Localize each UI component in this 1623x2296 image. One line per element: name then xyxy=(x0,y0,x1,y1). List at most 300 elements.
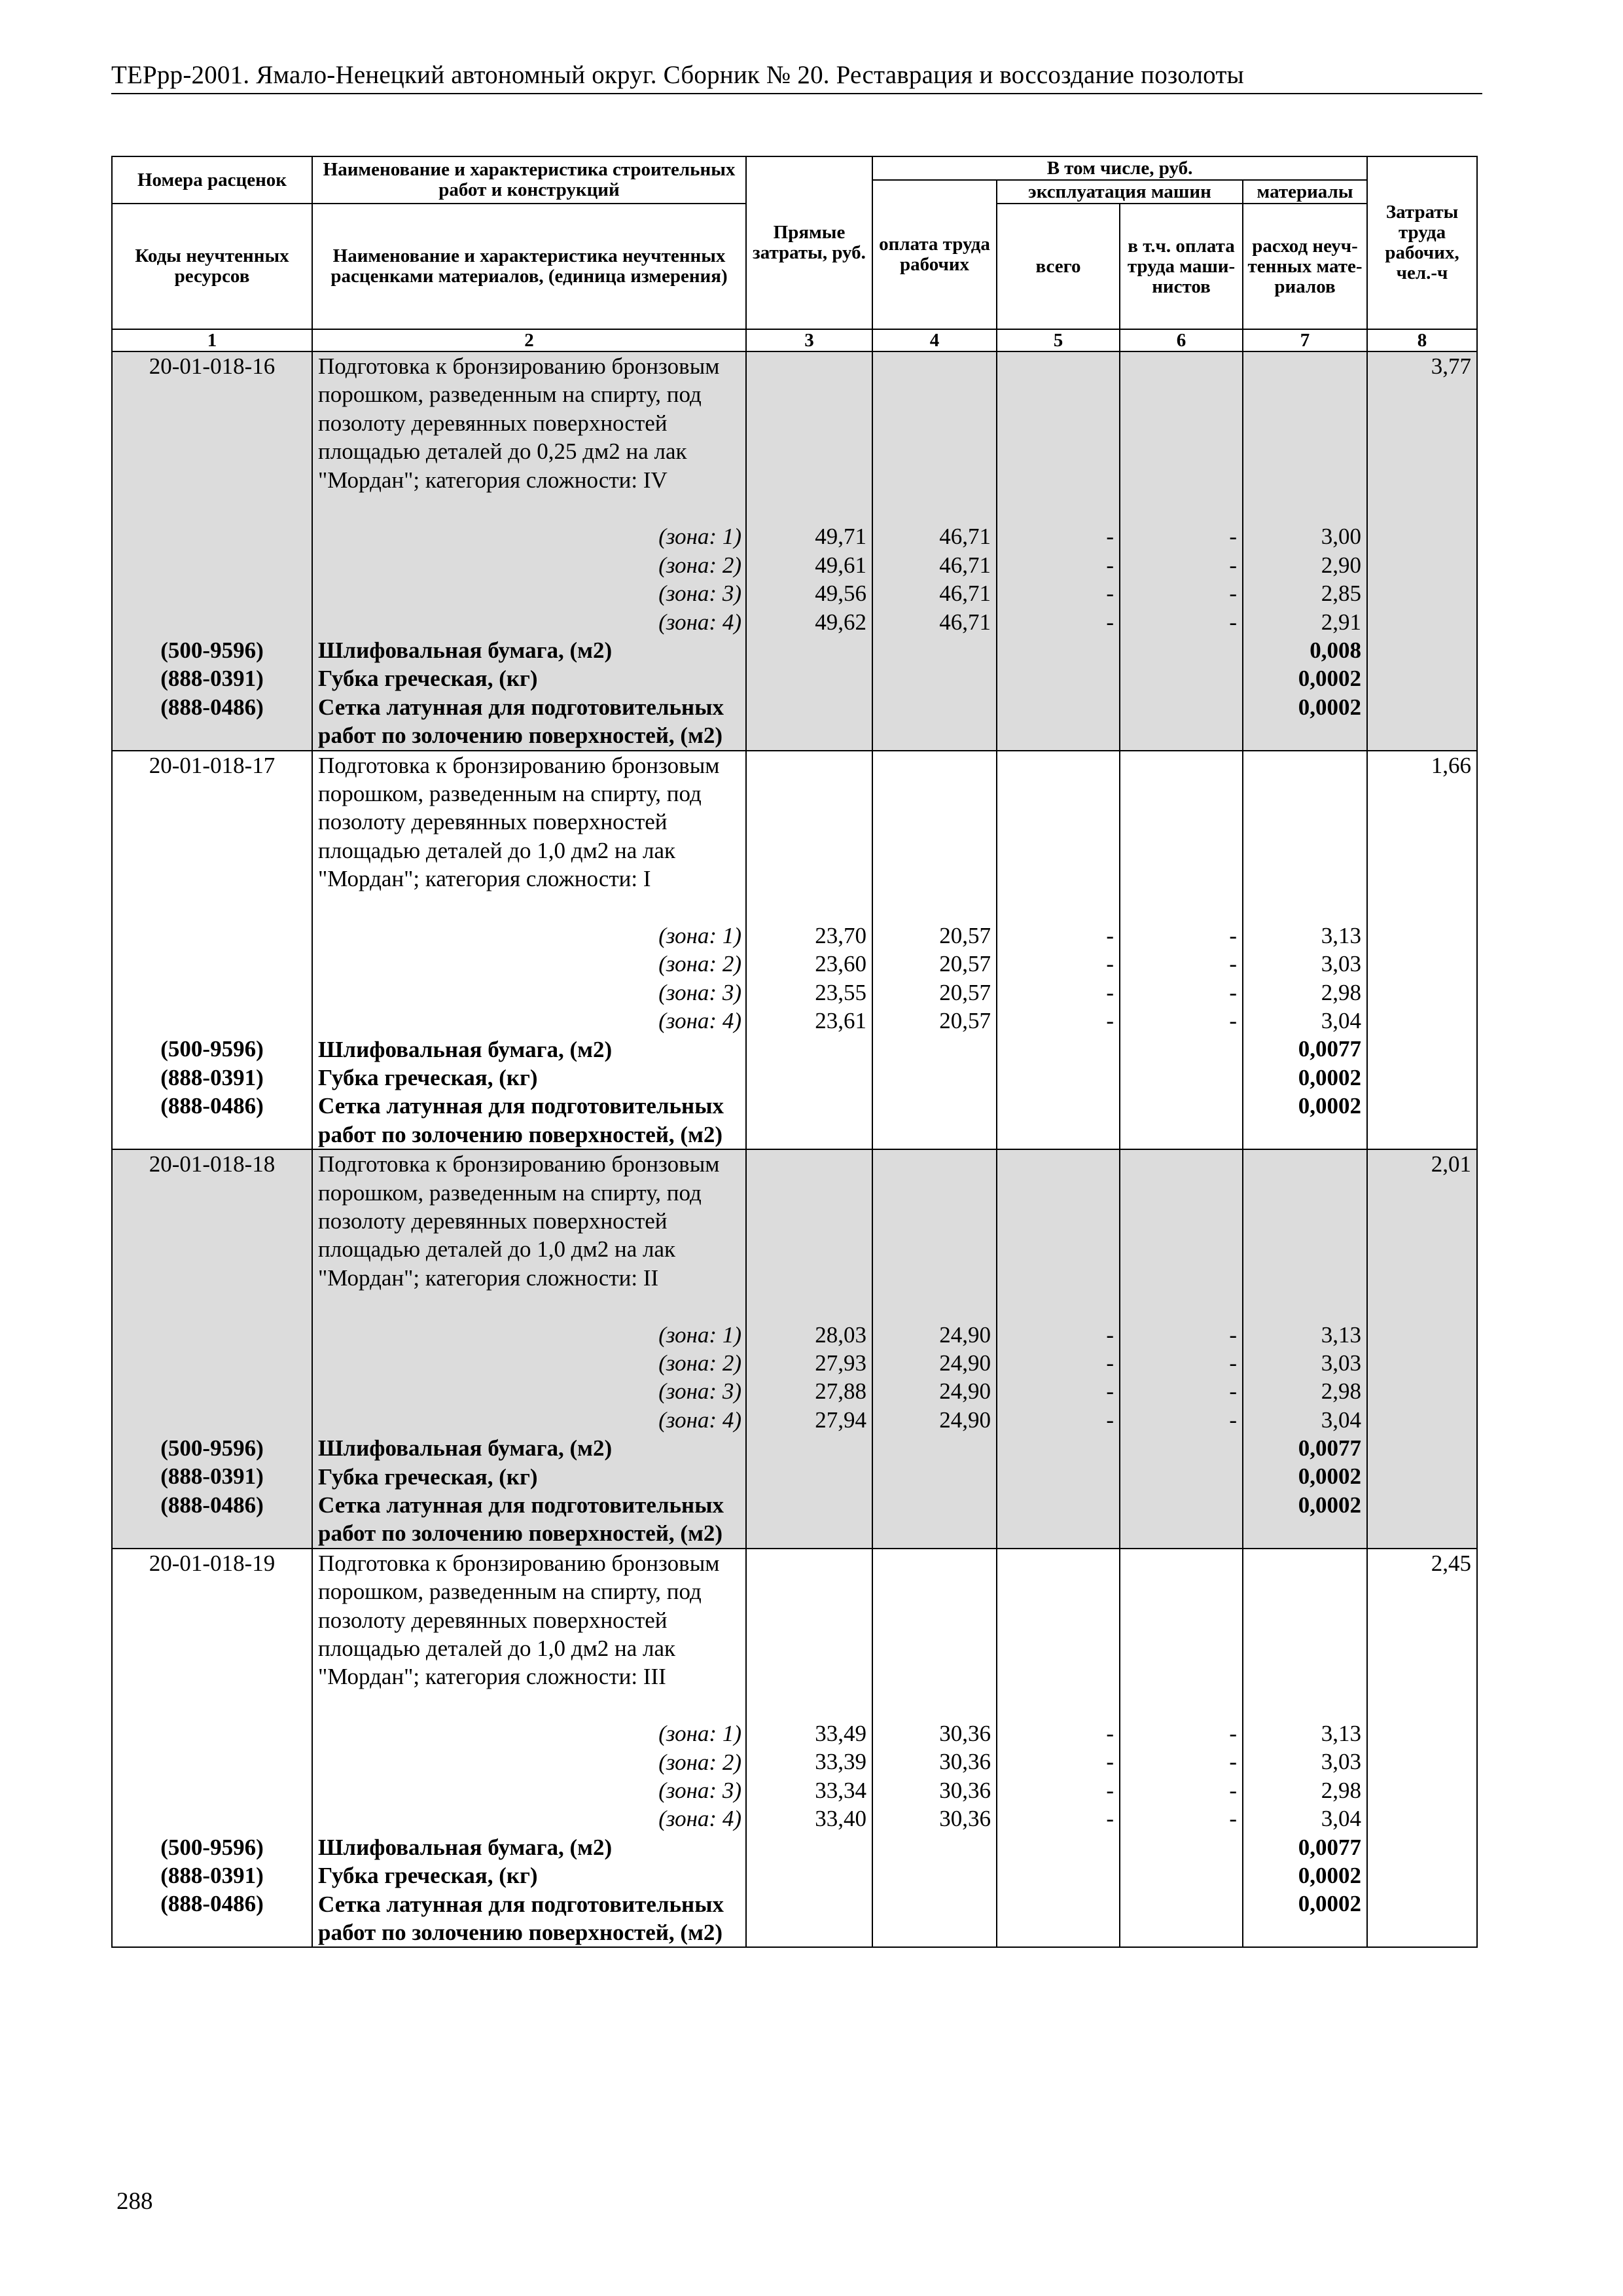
spacer xyxy=(1243,1662,1361,1691)
spacer xyxy=(1243,1179,1361,1207)
labor-hours-cell xyxy=(1367,351,1477,751)
machine-total-cell xyxy=(997,1549,1120,1948)
materials-cost: 2,98 xyxy=(1321,979,1362,1005)
machine-pay: - xyxy=(1229,979,1237,1005)
col-number: 7 xyxy=(1243,329,1367,351)
spacer xyxy=(1120,437,1237,465)
spacer xyxy=(113,1349,312,1377)
spacer xyxy=(1120,352,1237,380)
machine-pay: - xyxy=(1229,1407,1237,1433)
resource-qty: 0,0077 xyxy=(1298,1834,1362,1860)
spacer xyxy=(873,380,991,408)
materials-cost: 3,03 xyxy=(1321,951,1362,977)
resource-qty: 0,0077 xyxy=(1298,1435,1362,1462)
rate-code-cell xyxy=(112,751,312,1150)
spacer xyxy=(873,1577,991,1605)
spacer xyxy=(747,751,866,780)
spacer xyxy=(997,1634,1114,1662)
spacer xyxy=(113,1577,312,1605)
labor-pay: 24,90 xyxy=(939,1378,991,1405)
labor-pay-cell xyxy=(872,1149,997,1549)
spacer xyxy=(113,808,312,836)
resource-code: (500-9596) xyxy=(160,637,264,663)
rate-code: 20-01-018-16 xyxy=(149,353,276,379)
machine-total-cell xyxy=(997,751,1120,1150)
zone-label: (зона: 1) xyxy=(658,922,741,948)
zone-label: (зона: 2) xyxy=(658,552,741,578)
machine-pay-cell xyxy=(1120,1549,1243,1948)
spacer xyxy=(997,751,1114,780)
spacer xyxy=(747,1292,866,1320)
machine-total: - xyxy=(1106,581,1114,607)
resource-qty: 0,0002 xyxy=(1298,1891,1362,1917)
rate-code-cell xyxy=(112,351,312,751)
spacer xyxy=(113,1007,312,1035)
machine-total: - xyxy=(1106,1806,1114,1832)
machine-pay: - xyxy=(1229,1350,1237,1376)
labor-pay-cell xyxy=(872,751,997,1150)
spacer xyxy=(1120,1634,1237,1662)
spacer xyxy=(113,1406,312,1434)
materials-cost: 3,03 xyxy=(1321,1350,1362,1376)
labor-pay: 46,71 xyxy=(939,524,991,550)
spacer xyxy=(113,1264,312,1292)
labor-hours: 2,01 xyxy=(1431,1151,1472,1177)
spacer xyxy=(747,380,866,408)
machine-total: - xyxy=(1106,1749,1114,1775)
col1-bottom-header: Коды неучтенных ресурсов xyxy=(112,204,312,329)
resource-code: (888-0391) xyxy=(160,1064,264,1090)
spacer xyxy=(113,836,312,865)
col-number: 2 xyxy=(312,329,746,351)
labor-pay: 30,36 xyxy=(939,1749,991,1775)
resource-qty: 0,0077 xyxy=(1298,1036,1362,1062)
spacer xyxy=(747,437,866,465)
spacer xyxy=(113,579,312,607)
machine-total: - xyxy=(1106,1777,1114,1803)
col-number: 5 xyxy=(997,329,1120,351)
rate-description-cell xyxy=(312,751,746,1150)
machine-total: - xyxy=(1106,922,1114,948)
spacer xyxy=(1120,1264,1237,1292)
machine-pay: - xyxy=(1229,1008,1237,1034)
resource-name: Шлифовальная бумага, (м2) xyxy=(318,637,613,663)
machine-pay: - xyxy=(1229,1749,1237,1775)
machine-pay: - xyxy=(1229,1378,1237,1405)
col-number: 3 xyxy=(746,329,872,351)
machine-pay: - xyxy=(1229,581,1237,607)
spacer xyxy=(747,1264,866,1292)
labor-pay: 46,71 xyxy=(939,609,991,635)
col-number: 8 xyxy=(1367,329,1477,351)
spacer xyxy=(997,1235,1114,1263)
materials-cost: 3,13 xyxy=(1321,922,1362,948)
spacer xyxy=(113,608,312,636)
zone-label: (зона: 3) xyxy=(658,1378,741,1405)
spacer xyxy=(747,352,866,380)
materials-header: материалы xyxy=(1243,180,1367,204)
spacer xyxy=(1243,893,1361,922)
machine-total-cell xyxy=(997,1149,1120,1549)
spacer xyxy=(997,1662,1114,1691)
spacer xyxy=(1243,1634,1361,1662)
materials-cost: 3,04 xyxy=(1321,1008,1362,1034)
rate-description: Подготовка к бронзированию бронзовым порошком, разведенным на спирту, под позолоту деревянных поверхностей площадью деталей до 1,0 дм2 на лак "Мордан"; категория сложности: II xyxy=(318,1151,720,1291)
direct-cost: 49,62 xyxy=(815,609,866,635)
spacer xyxy=(747,1179,866,1207)
resource-name: Сетка латунная для подготовительных работ по золочению поверхностей, (м2) xyxy=(318,694,724,749)
zone-label: (зона: 4) xyxy=(658,1806,741,1832)
direct-cost: 27,94 xyxy=(815,1407,866,1433)
spacer xyxy=(747,1549,866,1577)
machine-total: - xyxy=(1106,951,1114,977)
spacer xyxy=(1120,1606,1237,1634)
spacer xyxy=(747,1634,866,1662)
spacer xyxy=(997,352,1114,380)
direct-cost: 33,40 xyxy=(815,1806,866,1832)
resource-name: Сетка латунная для подготовительных работ по золочению поверхностей, (м2) xyxy=(318,1093,724,1147)
spacer xyxy=(873,780,991,808)
spacer xyxy=(873,1634,991,1662)
col5-header: всего xyxy=(997,204,1120,329)
direct-cost-cell xyxy=(746,1549,872,1948)
spacer xyxy=(747,1662,866,1691)
spacer xyxy=(747,1235,866,1263)
rate-code-cell xyxy=(112,1549,312,1948)
zone-label: (зона: 4) xyxy=(658,1008,741,1034)
rate-description-cell xyxy=(312,351,746,751)
resource-name: Губка греческая, (кг) xyxy=(318,1463,538,1490)
direct-cost: 49,56 xyxy=(815,581,866,607)
rate-code: 20-01-018-17 xyxy=(149,752,276,778)
zone-label: (зона: 4) xyxy=(658,1407,741,1433)
spacer xyxy=(997,409,1114,437)
machines-header: эксплуатация машин xyxy=(997,180,1243,204)
resource-qty: 0,0002 xyxy=(1298,694,1362,720)
resource-name: Губка греческая, (кг) xyxy=(318,1863,538,1889)
resource-code: (500-9596) xyxy=(160,1036,264,1062)
direct-cost: 33,49 xyxy=(815,1721,866,1747)
spacer xyxy=(113,1235,312,1263)
spacer xyxy=(747,466,866,494)
spacer xyxy=(1120,808,1237,836)
resource-qty: 0,0002 xyxy=(1298,1463,1362,1490)
spacer xyxy=(113,1634,312,1662)
spacer xyxy=(997,780,1114,808)
spacer xyxy=(113,494,312,522)
spacer xyxy=(113,551,312,579)
spacer xyxy=(1243,865,1361,893)
spacer xyxy=(113,437,312,465)
spacer xyxy=(873,1606,991,1634)
zone-label: (зона: 3) xyxy=(658,581,741,607)
rate-description: Подготовка к бронзированию бронзовым порошком, разведенным на спирту, под позолоту деревянных поверхностей площадью деталей до 1,0 дм2 на лак "Мордан"; категория сложности: I xyxy=(318,752,720,892)
spacer xyxy=(1243,808,1361,836)
resource-code: (500-9596) xyxy=(160,1834,264,1860)
spacer xyxy=(1120,780,1237,808)
machine-total: - xyxy=(1106,979,1114,1005)
spacer xyxy=(113,1377,312,1405)
spacer xyxy=(1243,751,1361,780)
labor-hours-cell xyxy=(1367,1549,1477,1948)
spacer xyxy=(1243,466,1361,494)
spacer xyxy=(997,1207,1114,1235)
spacer xyxy=(873,1662,991,1691)
spacer xyxy=(1120,466,1237,494)
spacer xyxy=(1243,1606,1361,1634)
machine-total: - xyxy=(1106,609,1114,635)
spacer xyxy=(1243,380,1361,408)
col4-header: оплата труда рабочих xyxy=(872,180,997,329)
spacer xyxy=(997,1606,1114,1634)
direct-cost: 33,39 xyxy=(815,1749,866,1775)
spacer xyxy=(113,466,312,494)
spacer xyxy=(1243,780,1361,808)
spacer xyxy=(747,409,866,437)
spacer xyxy=(1243,409,1361,437)
spacer xyxy=(873,494,991,522)
direct-cost: 23,60 xyxy=(815,951,866,977)
spacer xyxy=(1243,437,1361,465)
materials-cost: 3,04 xyxy=(1321,1407,1362,1433)
labor-pay: 24,90 xyxy=(939,1321,991,1348)
machine-pay: - xyxy=(1229,1321,1237,1348)
materials-cost: 2,90 xyxy=(1321,552,1362,578)
rate-code-cell xyxy=(112,1149,312,1549)
materials-cost: 2,98 xyxy=(1321,1378,1362,1405)
spacer xyxy=(113,893,312,922)
resource-code: (888-0486) xyxy=(160,694,264,720)
spacer xyxy=(1120,865,1237,893)
labor-pay: 20,57 xyxy=(939,951,991,977)
materials-cost-cell xyxy=(1243,1549,1367,1948)
labor-pay: 46,71 xyxy=(939,552,991,578)
spacer xyxy=(113,1207,312,1235)
spacer xyxy=(997,808,1114,836)
spacer xyxy=(1120,1662,1237,1691)
spacer xyxy=(1243,352,1361,380)
resource-code: (500-9596) xyxy=(160,1435,264,1462)
machine-total: - xyxy=(1106,1407,1114,1433)
header-rule xyxy=(111,93,1482,94)
labor-pay: 30,36 xyxy=(939,1777,991,1803)
spacer xyxy=(997,466,1114,494)
direct-cost: 33,34 xyxy=(815,1777,866,1803)
labor-pay-cell xyxy=(872,1549,997,1948)
spacer xyxy=(113,1691,312,1719)
labor-pay: 20,57 xyxy=(939,1008,991,1034)
materials-cost: 3,13 xyxy=(1321,1721,1362,1747)
spacer xyxy=(1243,1549,1361,1577)
spacer xyxy=(873,1292,991,1320)
spacer xyxy=(1243,1292,1361,1320)
spacer xyxy=(113,1804,312,1833)
zone-label: (зона: 1) xyxy=(658,1321,741,1348)
spacer xyxy=(873,1150,991,1178)
machine-pay: - xyxy=(1229,1721,1237,1747)
direct-cost: 27,88 xyxy=(815,1378,866,1405)
spacer xyxy=(873,1235,991,1263)
zone-label: (зона: 3) xyxy=(658,979,741,1005)
labor-hours-cell xyxy=(1367,1149,1477,1549)
spacer xyxy=(1120,1150,1237,1178)
materials-cost-cell xyxy=(1243,1149,1367,1549)
spacer xyxy=(113,978,312,1007)
materials-cost: 3,04 xyxy=(1321,1806,1362,1832)
spacer xyxy=(113,950,312,978)
spacer xyxy=(997,1292,1114,1320)
spacer xyxy=(873,466,991,494)
machine-pay: - xyxy=(1229,1777,1237,1803)
spacer xyxy=(997,1691,1114,1719)
spacer xyxy=(1243,1577,1361,1605)
spacer xyxy=(113,1321,312,1349)
resource-code: (888-0391) xyxy=(160,666,264,692)
spacer xyxy=(1243,1235,1361,1263)
machine-pay-cell xyxy=(1120,1149,1243,1549)
resource-code: (888-0391) xyxy=(160,1463,264,1490)
spacer xyxy=(1243,494,1361,522)
zone-label: (зона: 2) xyxy=(658,1749,741,1775)
spacer xyxy=(873,751,991,780)
spacer xyxy=(1243,1264,1361,1292)
machine-total: - xyxy=(1106,1721,1114,1747)
col-number: 6 xyxy=(1120,329,1243,351)
machine-total: - xyxy=(1106,524,1114,550)
col6-header: в т.ч. оплата труда маши-нистов xyxy=(1120,204,1243,329)
spacer xyxy=(1243,1691,1361,1719)
spacer xyxy=(873,352,991,380)
spacer xyxy=(873,1691,991,1719)
col1-top-header: Номера расценок xyxy=(112,156,312,204)
spacer xyxy=(1120,380,1237,408)
spacer xyxy=(113,922,312,950)
resource-name: Шлифовальная бумага, (м2) xyxy=(318,1036,613,1062)
spacer xyxy=(113,1606,312,1634)
resource-qty: 0,0002 xyxy=(1298,1863,1362,1889)
spacer xyxy=(997,893,1114,922)
direct-cost-cell xyxy=(746,351,872,751)
machine-pay: - xyxy=(1229,609,1237,635)
spacer xyxy=(113,409,312,437)
machine-total: - xyxy=(1106,1350,1114,1376)
resource-name: Сетка латунная для подготовительных работ по золочению поверхностей, (м2) xyxy=(318,1891,724,1945)
spacer xyxy=(873,1549,991,1577)
rate-description-cell xyxy=(312,1149,746,1549)
spacer xyxy=(1120,836,1237,865)
labor-hours: 1,66 xyxy=(1431,752,1472,778)
resource-qty: 0,008 xyxy=(1310,637,1362,663)
spacer xyxy=(997,1264,1114,1292)
zone-label: (зона: 1) xyxy=(658,524,741,550)
spacer xyxy=(113,780,312,808)
direct-cost: 23,61 xyxy=(815,1008,866,1034)
rate-code: 20-01-018-19 xyxy=(149,1550,276,1576)
spacer xyxy=(873,409,991,437)
spacer xyxy=(997,1577,1114,1605)
spacer xyxy=(1243,1207,1361,1235)
spacer xyxy=(997,1150,1114,1178)
rate-code: 20-01-018-18 xyxy=(149,1151,276,1177)
col-number: 1 xyxy=(112,329,312,351)
spacer xyxy=(1120,494,1237,522)
spacer xyxy=(747,1150,866,1178)
spacer xyxy=(873,1207,991,1235)
resource-qty: 0,0002 xyxy=(1298,666,1362,692)
zone-label: (зона: 1) xyxy=(658,1721,741,1747)
zone-label: (зона: 4) xyxy=(658,609,741,635)
spacer xyxy=(873,808,991,836)
machine-total: - xyxy=(1106,1321,1114,1348)
spacer xyxy=(1120,1577,1237,1605)
spacer xyxy=(997,494,1114,522)
spacer xyxy=(997,380,1114,408)
labor-pay: 20,57 xyxy=(939,979,991,1005)
spacer xyxy=(873,1179,991,1207)
spacer xyxy=(113,522,312,550)
machine-total-cell xyxy=(997,351,1120,751)
resource-code: (888-0486) xyxy=(160,1891,264,1917)
spacer xyxy=(1120,1235,1237,1263)
spacer xyxy=(747,494,866,522)
resource-name: Губка греческая, (кг) xyxy=(318,1064,538,1090)
rates-table xyxy=(111,156,1478,1948)
machine-total: - xyxy=(1106,1008,1114,1034)
spacer xyxy=(1120,751,1237,780)
machine-pay: - xyxy=(1229,922,1237,948)
spacer xyxy=(873,836,991,865)
resource-qty: 0,0002 xyxy=(1298,1492,1362,1518)
labor-pay: 24,90 xyxy=(939,1350,991,1376)
labor-hours-cell xyxy=(1367,751,1477,1150)
labor-hours: 3,77 xyxy=(1431,353,1472,379)
rate-description: Подготовка к бронзированию бронзовым порошком, разведенным на спирту, под позолоту деревянных поверхностей площадью деталей до 1,0 дм2 на лак "Мордан"; категория сложности: III xyxy=(318,1550,720,1690)
labor-pay: 30,36 xyxy=(939,1806,991,1832)
col-number: 4 xyxy=(872,329,997,351)
labor-pay-cell xyxy=(872,351,997,751)
zone-label: (зона: 2) xyxy=(658,951,741,977)
labor-pay: 20,57 xyxy=(939,922,991,948)
spacer xyxy=(747,836,866,865)
col8-header: Затраты труда рабочих, чел.-ч xyxy=(1367,156,1477,329)
spacer xyxy=(873,437,991,465)
col2-top-header: Наименование и характеристика строительных работ и конструкций xyxy=(312,156,746,204)
direct-cost: 49,61 xyxy=(815,552,866,578)
spacer xyxy=(113,1662,312,1691)
materials-cost: 3,00 xyxy=(1321,524,1362,550)
spacer xyxy=(873,893,991,922)
materials-cost: 2,91 xyxy=(1321,609,1362,635)
materials-cost-cell xyxy=(1243,751,1367,1150)
materials-cost-cell xyxy=(1243,351,1367,751)
materials-cost: 3,03 xyxy=(1321,1749,1362,1775)
spacer xyxy=(747,1691,866,1719)
spacer xyxy=(1120,1549,1237,1577)
spacer xyxy=(747,865,866,893)
spacer xyxy=(113,865,312,893)
direct-cost-cell xyxy=(746,1149,872,1549)
machine-pay: - xyxy=(1229,552,1237,578)
spacer xyxy=(997,865,1114,893)
spacer xyxy=(747,1207,866,1235)
resource-name: Сетка латунная для подготовительных работ по золочению поверхностей, (м2) xyxy=(318,1492,724,1547)
machine-pay: - xyxy=(1229,1806,1237,1832)
page-number: 288 xyxy=(116,2188,153,2215)
direct-cost: 28,03 xyxy=(815,1321,866,1348)
labor-pay: 30,36 xyxy=(939,1721,991,1747)
direct-cost: 49,71 xyxy=(815,524,866,550)
machine-pay: - xyxy=(1229,951,1237,977)
